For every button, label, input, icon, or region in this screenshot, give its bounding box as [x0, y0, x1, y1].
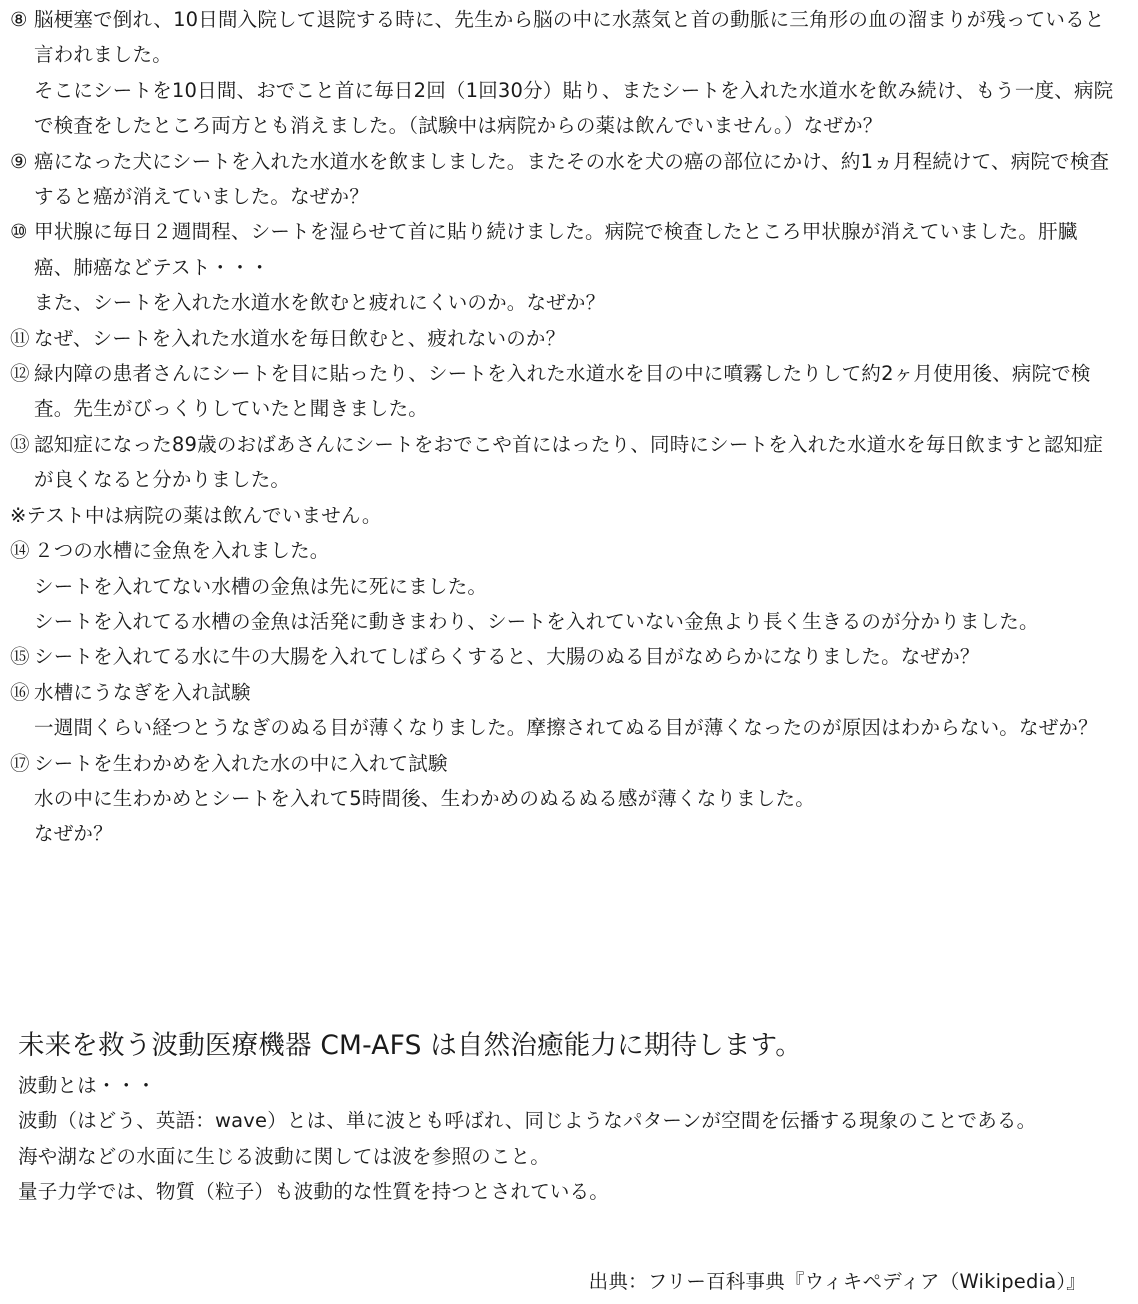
item-text: 癌になった犬にシートを入れた水道水を飲ましました。またその水を犬の癌の部位にかけ、約1ヵ月程続けて、病院で検査すると癌が消えていました。なぜか？ — [34, 149, 1110, 209]
item-number: ⑫ — [10, 362, 30, 386]
item-text: シートを入れてる水に牛の大腸を入れてしばらくすると、大腸のぬる目がなめらかになりました。なぜか？ — [34, 645, 980, 669]
paragraph: 波動（はどう、英語：wave）とは、単に波とも呼ばれ、同じようなパターンが空間を伝播する現象のことである。 — [18, 1109, 1037, 1133]
item-text: シートを生わかめを入れた水の中に入れて試験 — [34, 751, 448, 775]
list-item — [10, 533, 1115, 639]
item-number: ⑰ — [10, 751, 30, 775]
item-number: ⑯ — [10, 680, 30, 704]
list-item — [10, 321, 1115, 356]
list-item — [10, 675, 1115, 746]
item-body — [34, 746, 1115, 852]
item-text: 水の中に生わかめとシートを入れて5時間後、生わかめのぬるぬる感が薄くなりました。 — [34, 786, 815, 810]
item-text: 脳梗塞で倒れ、10日間入院して退院する時に、先生から脳の中に水蒸気と首の動脈に三角形の血の溜まりが残っていると言われました。 — [34, 8, 1105, 67]
item-text: なぜか？ — [34, 822, 113, 846]
section-headline: 未来を救う波動医療機器 CM-AFS は自然治癒能力に期待します。 — [18, 1030, 802, 1061]
item-body — [34, 321, 1115, 356]
list-item — [10, 214, 1115, 320]
item-text: 緑内障の患者さんにシートを目に貼ったり、シートを入れた水道水を目の中に噴霧したりして約2ヶ月使用後、病院で検査。先生がびっくりしていたと聞きました。 — [34, 362, 1091, 421]
item-number: ⑩ — [10, 220, 28, 244]
experiment-list — [10, 2, 1115, 852]
item-text: 甲状腺に毎日２週間程、シートを湿らせて首に貼り続けました。病院で検査したところ甲状腺が消えていました。肝臓癌、肺癌などテスト・・・ — [34, 220, 1078, 279]
item-number: ⑬ — [10, 432, 30, 456]
wave-section — [18, 1026, 1118, 1210]
list-item — [10, 746, 1115, 852]
list-item — [10, 144, 1115, 215]
list-item — [10, 356, 1115, 427]
item-body — [34, 427, 1115, 498]
list-item — [10, 427, 1115, 498]
list-item — [10, 639, 1115, 674]
item-text: また、シートを入れた水道水を飲むと疲れにくいのか。なぜか？ — [34, 291, 606, 315]
item-text: シートを入れてない水槽の金魚は先に死にました。 — [34, 574, 488, 598]
paragraph: 波動とは・・・ — [18, 1074, 156, 1097]
item-text: シートを入れてる水槽の金魚は活発に動きまわり、シートを入れていない金魚より長く生きるのが分かりました。 — [34, 609, 1039, 633]
item-body — [34, 214, 1115, 320]
item-number: ⑨ — [10, 149, 28, 173]
item-number: ⑮ — [10, 645, 30, 669]
item-number: ⑭ — [10, 539, 30, 563]
test-note: ※テスト中は病院の薬は飲んでいません。 — [10, 503, 382, 527]
item-text: なぜ、シートを入れた水道水を毎日飲むと、疲れないのか？ — [34, 326, 566, 350]
paragraph: 海や湖などの水面に生じる波動に関しては波を参照のこと。 — [18, 1144, 550, 1168]
item-number: ⑧ — [10, 8, 28, 31]
item-text: ２つの水槽に金魚を入れました。 — [34, 539, 330, 563]
item-number: ⑪ — [10, 326, 30, 350]
item-text: 認知症になった89歳のおばあさんにシートをおでこや首にはったり、同時にシートを入れた水道水を毎日飲ますと認知症が良くなると分かりました。 — [34, 432, 1104, 492]
item-text: 一週間くらい経つとうなぎのぬる目が薄くなりました。摩擦されてぬる目が薄くなったのが原因はわからない。なぜか？ — [34, 716, 1098, 740]
source-citation: 出典：フリー百科事典『ウィキペディア（Wikipedia）』 — [588, 1270, 1086, 1293]
item-body — [34, 533, 1115, 639]
paragraph: 量子力学では、物質（粒子）も波動的な性質を持つとされている。 — [18, 1180, 610, 1204]
list-item — [10, 2, 1115, 144]
item-body — [34, 675, 1115, 746]
item-body — [34, 144, 1115, 215]
item-text: 水槽にうなぎを入れ試験 — [34, 680, 251, 704]
item-body — [34, 2, 1115, 144]
item-body — [34, 639, 1115, 674]
item-text: そこにシートを10日間、おでこと首に毎日2回（1回30分）貼り、またシートを入れた水道水を飲み続け、もう一度、病院で検査をしたところ両方とも消えました。（試験中は病院からの薬は飲んでいません。）なぜか？ — [34, 78, 1114, 138]
item-body — [34, 356, 1115, 427]
